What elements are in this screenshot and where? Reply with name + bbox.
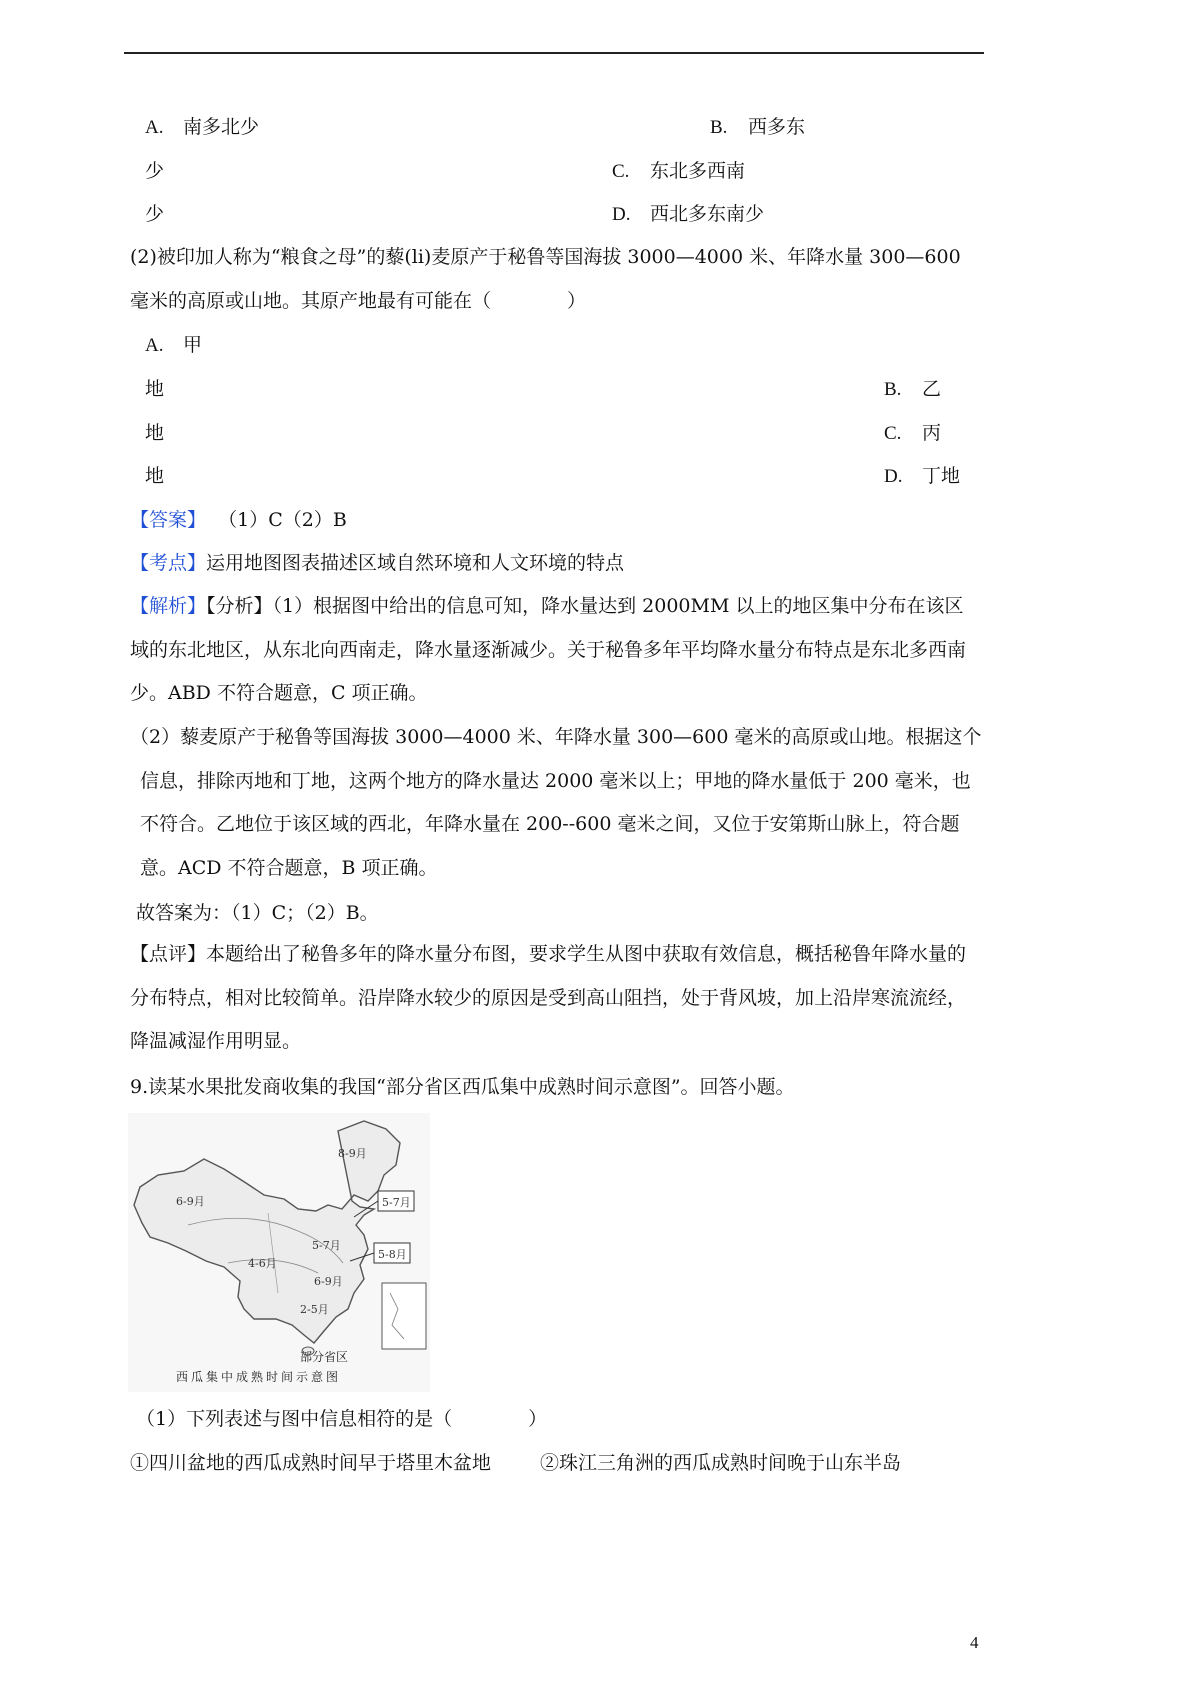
q1-option-d <box>612 205 764 224</box>
q2-stem-line2: 毫米的高原或山地。其原产地最有可能在（ ） <box>130 290 587 312</box>
option-letter: A. <box>145 335 164 356</box>
q1-option-c <box>612 162 745 181</box>
kaodian-line <box>130 554 624 573</box>
q2-option-a-continued: 地 <box>145 378 165 400</box>
q9-statement-2: ②珠江三角洲的西瓜成熟时间晚于山东半岛 <box>540 1452 902 1474</box>
option-letter: B. <box>710 117 728 138</box>
option-text: 丙 <box>922 422 942 444</box>
q1-option-b-continued: 少 <box>145 160 165 182</box>
q9-statement-1: ①四川盆地的西瓜成熟时间早于塔里木盆地 <box>130 1452 492 1474</box>
map-label-4: 5-8月 <box>378 1248 407 1261</box>
q2-option-c <box>884 424 941 443</box>
option-text: 乙 <box>922 378 942 400</box>
option-text: 东北多西南 <box>650 160 746 182</box>
dianping-paragraph: 【点评】本题给出了秘鲁多年的降水量分布图，要求学生从图中获取有效信息，概括秘鲁年降水量的分布特点，相对比较简单。沿岸降水较少的原因是受到高山阻挡，处于背风坡，加上沿岸寒流流经，降温减湿作用明显。 <box>130 943 967 1052</box>
option-letter: A. <box>145 117 164 138</box>
answer-text: （1）C（2）B <box>218 509 347 531</box>
kaodian-text: 运用地图图表描述区域自然环境和人文环境的特点 <box>206 552 625 574</box>
option-text: 甲 <box>183 334 203 356</box>
q9-sub1-stem: （1）下列表述与图中信息相符的是（ ） <box>136 1408 548 1430</box>
answer-line <box>130 511 347 530</box>
option-letter: D. <box>612 204 631 225</box>
q2-stem-line1: (2)被印加人称为“粮食之母”的藜(li)麦原产于秘鲁等国海拔 3000—4000 米、年降水量 300—600 <box>130 246 961 268</box>
jiexi-paragraph-2: （2）藜麦原产于秘鲁等国海拔 3000—4000 米、年降水量 300—600 毫米的高原或山地。根据这个信息，排除丙地和丁地，这两个地方的降水量达 2000 毫米以上；甲地的降水量低于 200 毫米，也不符合。乙地位于该区域的西北，年降水量在 200--600 毫米之间，又位于安第斯山脉上，符合题意。ACD 不符合题意，B 项正确。 <box>130 726 982 879</box>
jiexi-tag: 【解析】 <box>130 595 207 617</box>
map-label-7: 2-5月 <box>300 1303 329 1316</box>
jiexi-p1-text: 【分析】（1）根据图中给出的信息可知，降水量达到 2000MM 以上的地区集中分布在该区域的东北地区，从东北向西南走，降水量逐渐减少。关于秘鲁多年平均降水量分布特点是东北多西南少。ABD 不符合题意，C 项正确。 <box>130 595 967 704</box>
option-letter: C. <box>612 161 630 182</box>
q2-option-b-continued: 地 <box>145 422 165 444</box>
q1-option-c-continued: 少 <box>145 203 165 225</box>
map-label-5: 4-6月 <box>248 1257 277 1270</box>
jiexi-paragraph-1 <box>130 585 982 715</box>
china-map-graphic <box>128 1113 430 1392</box>
map-label-3: 5-7月 <box>312 1239 341 1252</box>
map-label-2: 5-7月 <box>382 1196 411 1209</box>
map-label-1: 6-9月 <box>176 1195 205 1208</box>
map-caption-1: 部分省区 <box>300 1350 349 1364</box>
q2-option-b <box>884 380 941 399</box>
page-number: 4 <box>970 1633 979 1652</box>
south-china-sea-inset <box>382 1283 426 1349</box>
q2-option-d <box>884 467 960 486</box>
header-rule <box>124 52 984 54</box>
option-text: 南多北少 <box>183 116 260 138</box>
kaodian-tag: 【考点】 <box>130 552 207 574</box>
option-letter: D. <box>884 466 903 487</box>
q1-option-a <box>145 118 259 137</box>
watermelon-map-figure <box>128 1113 430 1392</box>
option-letter: B. <box>884 379 902 400</box>
map-label-6: 6-9月 <box>314 1275 343 1288</box>
option-letter: C. <box>884 423 902 444</box>
option-text: 丁地 <box>922 465 961 487</box>
q2-option-c-continued: 地 <box>145 465 165 487</box>
option-text: 西多东 <box>748 116 806 138</box>
jiexi-paragraph-3: 故答案为：（1）C；（2）B。 <box>136 902 379 924</box>
q1-option-b <box>710 118 805 137</box>
map-label-0: 8-9月 <box>338 1147 367 1160</box>
option-text: 西北多东南少 <box>650 203 765 225</box>
map-caption-2: 西瓜集中成熟时间示意图 <box>176 1370 342 1384</box>
q2-option-a <box>145 336 202 355</box>
answer-tag: 【答案】 <box>130 509 207 531</box>
q9-stem: 9.读某水果批发商收集的我国“部分省区西瓜集中成熟时间示意图”。回答小题。 <box>130 1076 795 1098</box>
